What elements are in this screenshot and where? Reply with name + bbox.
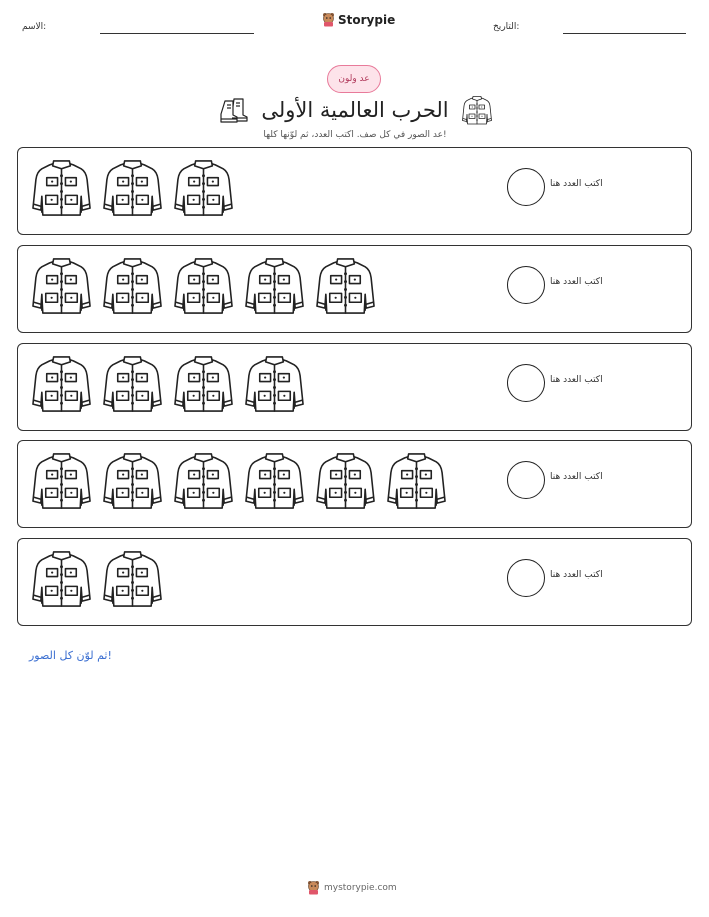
military-jacket-icon [243, 254, 306, 317]
military-jacket-icon [30, 547, 93, 610]
page-title: الحرب العالمية الأولى [261, 98, 449, 122]
military-jacket-icon [101, 449, 164, 512]
military-jacket-icon [101, 254, 164, 317]
answer-circle[interactable] [507, 364, 545, 402]
answer-prompt: اكتب العدد هنا [550, 277, 603, 287]
answer-circle[interactable] [507, 266, 545, 304]
military-jacket-icon [172, 254, 235, 317]
picture-row [30, 254, 377, 317]
date-label: التاريخ: [493, 22, 520, 32]
answer-prompt: اكتب العدد هنا [550, 179, 603, 189]
title-block [216, 92, 496, 128]
instructions: عد الصور في كل صف. اكتب العدد، ثم لوّنها كلها! [263, 130, 447, 140]
storypie-bear-icon [307, 880, 320, 895]
counting-row [17, 245, 692, 333]
counting-row [17, 538, 692, 626]
picture-row [30, 156, 235, 219]
activity-badge: عد ولون [327, 65, 381, 93]
name-field[interactable] [100, 33, 254, 34]
military-boots-icon [219, 95, 249, 125]
military-jacket-icon [243, 352, 306, 415]
military-jacket-icon [101, 156, 164, 219]
picture-row [30, 449, 448, 512]
date-field[interactable] [563, 33, 686, 34]
brand-logo [322, 12, 395, 27]
brand-name: Storypie [338, 12, 396, 27]
color-instruction: ثم لوّن كل الصور! [29, 649, 112, 662]
military-jacket-icon [30, 352, 93, 415]
military-jacket-icon [172, 449, 235, 512]
military-jacket-icon [101, 352, 164, 415]
footer [307, 880, 397, 895]
counting-row [17, 147, 692, 235]
answer-circle[interactable] [507, 461, 545, 499]
name-label: الاسم: [22, 22, 47, 32]
counting-row [17, 440, 692, 528]
answer-circle[interactable] [507, 168, 545, 206]
answer-prompt: اكتب العدد هنا [550, 472, 603, 482]
military-jacket-icon [461, 94, 493, 126]
picture-row [30, 547, 164, 610]
storypie-bear-icon [322, 12, 335, 27]
answer-prompt: اكتب العدد هنا [550, 375, 603, 385]
footer-url: mystorypie.com [324, 882, 397, 893]
answer-prompt: اكتب العدد هنا [550, 570, 603, 580]
military-jacket-icon [314, 254, 377, 317]
picture-row [30, 352, 306, 415]
military-jacket-icon [243, 449, 306, 512]
military-jacket-icon [172, 156, 235, 219]
military-jacket-icon [101, 547, 164, 610]
military-jacket-icon [172, 352, 235, 415]
military-jacket-icon [314, 449, 377, 512]
military-jacket-icon [30, 156, 93, 219]
military-jacket-icon [30, 254, 93, 317]
military-jacket-icon [385, 449, 448, 512]
military-jacket-icon [30, 449, 93, 512]
answer-circle[interactable] [507, 559, 545, 597]
counting-row [17, 343, 692, 431]
